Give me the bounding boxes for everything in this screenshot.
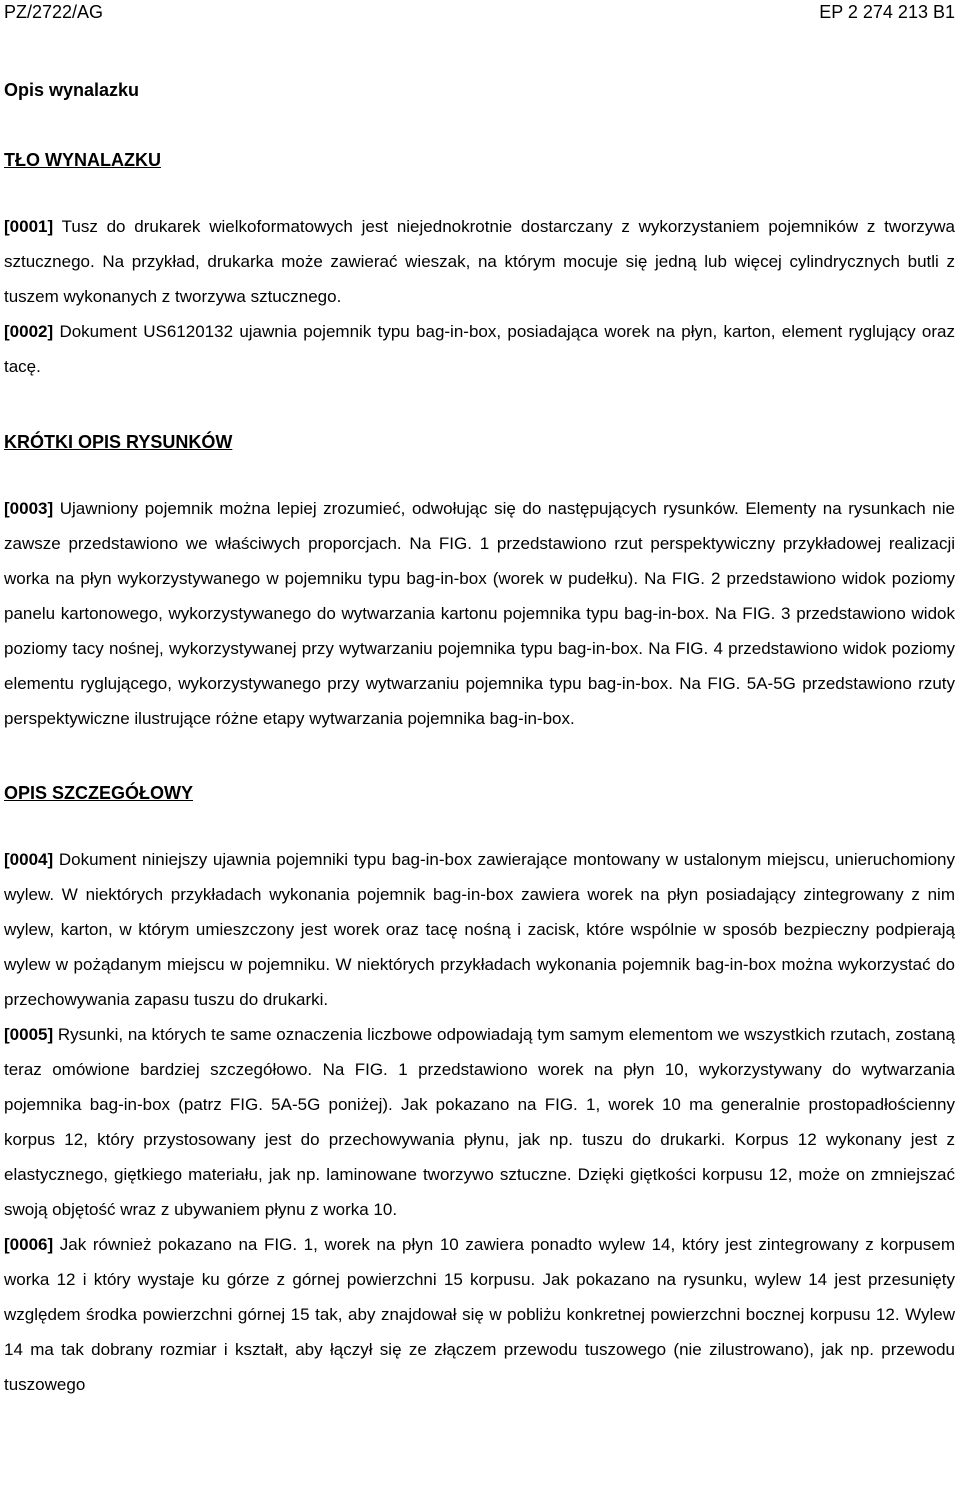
section-heading-brief-description: KRÓTKI OPIS RYSUNKÓW bbox=[4, 432, 233, 452]
paragraph-0001 bbox=[4, 209, 955, 314]
paragraph-number: [0005] bbox=[4, 1025, 54, 1044]
paragraph-number: [0003] bbox=[4, 499, 54, 518]
paragraph-number: [0004] bbox=[4, 850, 54, 869]
paragraph-number: [0001] bbox=[4, 217, 54, 236]
paragraph-text: Dokument niniejszy ujawnia pojemniki typu bag-in-box zawierające montowany w ustalonym miejscu, unieruchomiony wylew. W niektórych przykładach wykonania pojemnik bag-in-box zawiera worek na płyn posiadający zintegrowany z nim wylew, karton, w którym umieszczony jest worek oraz tacę nośną i zacisk, które wspólnie w sposób bezpieczny podpierają wylew w pożądanym miejscu w pojemniku. W niektórych przykładach wykonania pojemnik bag-in-box można wykorzystać do przechowywania zapasu tuszu do drukarki. bbox=[4, 850, 955, 1009]
patent-number: EP 2 274 213 B1 bbox=[819, 2, 955, 22]
paragraph-text: Jak również pokazano na FIG. 1, worek na płyn 10 zawiera ponadto wylew 14, który jest zintegrowany z korpusem worka 12 i który wystaje ku górze z górnej powierzchni 15 korpusu. Jak pokazano na rysunku, wylew 14 jest przesunięty względem środka powierzchni górnej 15 tak, aby znajdował się w pobliżu konkretnej powierzchni bocznej korpusu 12. Wylew 14 ma tak dobrany rozmiar i kształt, aby łączył się ze złączem przewodu tuszowego (nie zilustrowano), jak np. przewodu tuszowego bbox=[4, 1235, 955, 1394]
paragraph-0005 bbox=[4, 1017, 955, 1227]
paragraph-text: Rysunki, na których te same oznaczenia liczbowe odpowiadają tym samym elementom we wszystkich rzutach, zostaną teraz omówione bardziej szczegółowo. Na FIG. 1 przedstawiono worek na płyn 10, wykorzystywany do wytwarzania pojemnika bag-in-box (patrz FIG. 5A-5G poniżej). Jak pokazano na FIG. 1, worek 10 ma generalnie prostopadłościenny korpus 12, który przystosowany jest do przechowywania płynu, jak np. tuszu do drukarki. Korpus 12 wykonany jest z elastycznego, giętkiego materiału, jak np. laminowane tworzywo sztuczne. Dzięki giętkości korpusu 12, może on zmniejszać swoją objętość wraz z ubywaniem płynu z worka 10. bbox=[4, 1025, 955, 1219]
paragraph-number: [0002] bbox=[4, 322, 54, 341]
section-heading-background: TŁO WYNALAZKU bbox=[4, 150, 161, 170]
paragraph-0002 bbox=[4, 314, 955, 384]
paragraph-0003 bbox=[4, 491, 955, 736]
paragraph-text: Tusz do drukarek wielkoformatowych jest niejednokrotnie dostarczany z wykorzystaniem pojemników z tworzywa sztucznego. Na przykład, drukarka może zawierać wieszak, na którym mocuje się jedną lub więcej cylindrycznych butli z tuszem wykonanych z tworzywa sztucznego. bbox=[4, 217, 955, 306]
paragraph-text: Dokument US6120132 ujawnia pojemnik typu bag-in-box, posiadająca worek na płyn, karton, element ryglujący oraz tacę. bbox=[4, 322, 955, 376]
paragraph-text: Ujawniony pojemnik można lepiej zrozumieć, odwołując się do następujących rysunków. Elementy na rysunkach nie zawsze przedstawiono we właściwych proporcjach. Na FIG. 1 przedstawiono rzut perspektywiczny przykładowej realizacji worka na płyn wykorzystywanego w pojemniku typu bag-in-box (worek w pudełku). Na FIG. 2 przedstawiono widok poziomy panelu kartonowego, wykorzystywanego do wytwarzania kartonu pojemnika typu bag-in-box. Na FIG. 3 przedstawiono widok poziomy tacy nośnej, wykorzystywanej przy wytwarzaniu pojemnika typu bag-in-box. Na FIG. 4 przedstawiono widok poziomy elementu ryglującego, wykorzystywanego przy wytwarzaniu pojemnika typu bag-in-box. Na FIG. 5A-5G przedstawiono rzuty perspektywiczne ilustrujące różne etapy wytwarzania pojemnika bag-in-box. bbox=[4, 499, 955, 728]
section-heading-detailed-description: OPIS SZCZEGÓŁOWY bbox=[4, 783, 194, 803]
paragraph-0006 bbox=[4, 1227, 955, 1402]
paragraph-number: [0006] bbox=[4, 1235, 54, 1254]
document-title: Opis wynalazku bbox=[4, 80, 140, 100]
paragraph-0004 bbox=[4, 842, 955, 1017]
document-reference: PZ/2722/AG bbox=[4, 2, 104, 22]
page-header bbox=[4, 0, 955, 24]
